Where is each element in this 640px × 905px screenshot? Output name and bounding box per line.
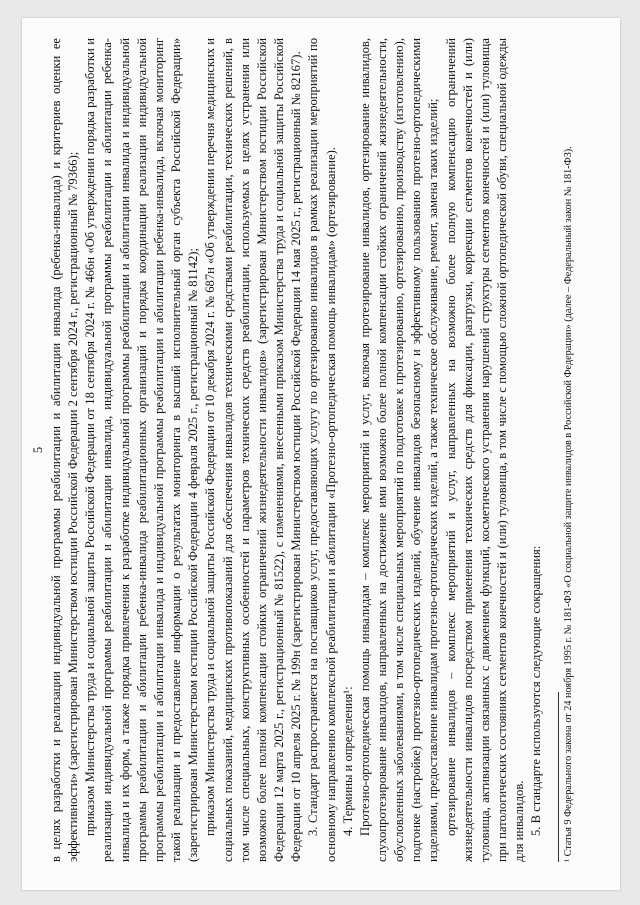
section-4-heading [340,38,357,862]
paragraph-order-466n: приказом Министерства труда и социальной защиты Российской Федерации от 18 сентября 2024 г. № 466н «Об утверждении порядка разработки и реализации индивидуальной программы реабилитации и абилитации инвалида, индивидуальной программы реабилитации и абилитации ребенка-инвалида и их форм, а также порядка привлечения к разработке индивидуальной программы реабилитации и абилитации инвалида и индивидуальной программы реабилитации и абилитации ребенка-инвалида реабилитационных организаций и порядка координации реализации индивидуальной программы реабилитации и абилитации инвалида и индивидуальной программы реабилитации и абилитации ребенка-инвалида, включая мониторинг такой реализации и предоставление информации о результатах мониторинга в высший исполнительный орган субъекта Российской Федерации» (зарегистрирован Министерством юстиции Российской Федерации 4 февраля 2025 г., регистрационный № 81142); [83,38,201,862]
definition-orthotics: ортезирование инвалидов – комплекс мероприятий и услуг, направленных на возможно более полную компенсацию ограничений жизнедеятельности инвалидов посредством применения технических средств для фиксации, разгрузки, коррекции сегментов конечностей и (или) туловища, активизации связанных с движением функций, косметического устранения нарушений структуры сегментов конечностей и (или) туловища при патологических состояниях сегментов конечностей и (или) туловища, в том числе с помощью сложной ортопедической обуви, специальной одежды для инвалидов. [443,38,527,862]
footnote-separator [558,692,559,862]
footnote: ¹ Статья 9 Федерального закона от 24 ноября 1995 г. № 181-ФЗ «О социальной защите инвалидов в Российской Федерации» (далее – Федеральный закон № 181-ФЗ). [562,146,574,862]
definition-prosthetic-orthopedic-help: Протезно-ортопедическая помощь инвалидам – комплекс мероприятий и услуг, включая протезирование инвалидов, ортезирование инвалидов, слухопротезирование инвалидов, направленных на достижение ими возможно более полной компенсации стойких ограничений жизнедеятельности, обусловленных заболеваниями, в том числе специальных мероприятий по подготовке к протезированию, ортезированию, производству (изготовлению), подгонке (настройке) протезно-ортопедических изделий, обучение инвалидов безопасному и эффективному пользованию протезно-ортопедическими изделиями, предоставление инвалидам протезно-ортопедических изделий, а также техническое обслуживание, ремонт, замена таких изделий; [357,38,441,862]
section-4-text: 4. Термины и определения¹: [340,686,355,836]
section-3-scope: 3. Стандарт распространяется на поставщиков услуг, предоставляющих услугу по ортезированию инвалидов в рамках реализации мероприятий по основному направлению комплексной реабилитации и абилитации «Протезно-ортопедическая помощь инвалидам» (ортезирование). [306,38,338,862]
paragraph-order-687n: приказом Министерства труда и социальной защиты Российской Федерации от 10 декабря 2024 г. № 687н «Об утверждении перечня медицинских и социальных показаний, медицинских противопоказаний для обеспечения инвалидов техническими средствами реабилитации, технических решений, в том числе специальных, конструктивных особенностей и параметров технических средств реабилитации, используемых в целях устранения или возможно более полной компенсации стойких ограничений жизнедеятельности инвалидов» (зарегистрирован Министерством юстиции Российской Федерации 12 марта 2025 г., регистрационный № 81522), с изменениями, внесенными приказом Министерства труда и социальной защиты Российской Федерации от 10 апреля 2025 г. № 199н (зарегистрирован Министерством юстиции Российской Федерации 14 мая 2025 г., регистрационный № 82167). [203,38,304,862]
section-5-abbreviations: 5. В стандарте используются следующие сокращения: [529,545,544,836]
document-sheet [22,18,620,890]
page-number: 5 [31,446,45,454]
paragraph-order-79366-continuation: в целях разработки и реализации индивидуальной программы реабилитации и абилитации инвалида (ребенка-инвалида) и критериев оценки ее эффективности» (зарегистрирован Министерством юстиции Российской Федерации 2 сентября 2024 г., регистрационный № 79366); [49,38,81,862]
document-page [22,18,620,890]
